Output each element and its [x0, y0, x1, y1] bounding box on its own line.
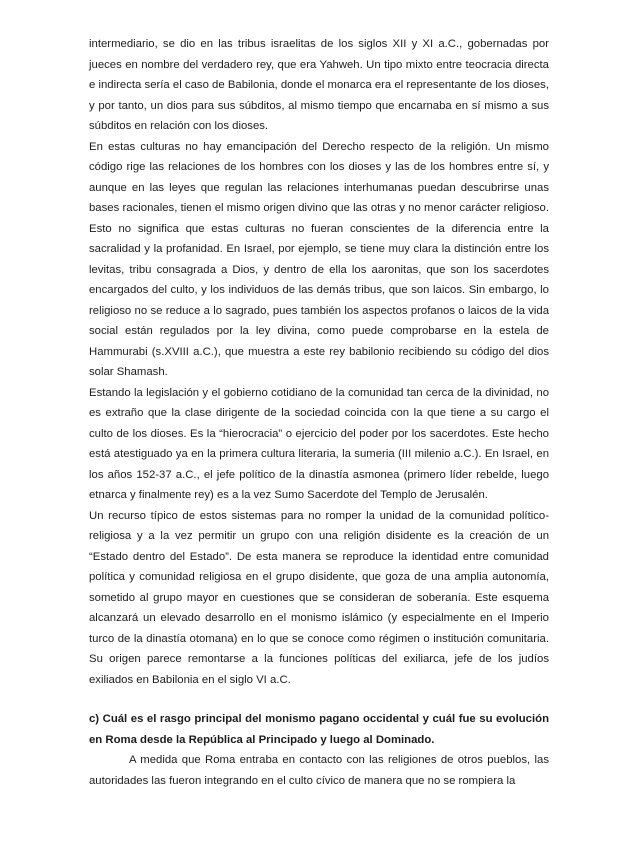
- paragraph-state-within-state: Un recurso típico de estos sistemas para no romper la unidad de la comunidad político-religiosa y a la vez permitir un grupo con una religión disidente es la creación de un “Estado dentro del Estado”. De esta manera se reproduce la identidad entre comunidad política y comunidad religiosa en el grupo disidente, que goza de una amplia autonomía, sometido al grupo mayor en cuestiones que se consideran de soberanía. Este esquema alcanzará un elevado desarrollo en el monismo islámico (y especialmente en el Imperio turco de la dinastía otomana) en lo que se conoce como régimen o institución comunitaria. Su origen parece remontarse a la funciones políticas del exiliarca, jefe de los judíos exiliados en Babilonia en el siglo VI a.C.: [89, 509, 549, 686]
- section-heading-c: c) Cuál es el rasgo principal del monismo pagano occidental y cuál fue su evolución en Roma desde la República al Principado y luego al Dominado.: [89, 713, 549, 746]
- paragraph-law-and-religion: En estas culturas no hay emancipación del Derecho respecto de la religión. Un mismo código rige las relaciones de los hombres con los dioses y las de los hombres entre sí, y aunque en las leyes que regulan las relaciones interhumanas puedan descubrirse unas bases racionales, tienen el mismo origen divino que las otras y no menor carácter religioso. Esto no significa que estas culturas no fueran conscientes de la diferencia entre la sacralidad y la profanidad. En Israel, por ejemplo, se tiene muy clara la distinción entre los levitas, tribu consagrada a Dios, y dentro de ella los aaronitas, que son los sacerdotes encargados del culto, y los individuos de las demás tribus, que son laicos. Sin embargo, lo religioso no se reduce a lo sagrado, pues también los aspectos profanos o laicos de la vida social están regulados por la ley divina, como puede comprobarse en la estela de Hammurabi (s.XVIII a.C.), que muestra a este rey babilonio recibiendo su código del dios solar Shamash.: [89, 140, 549, 378]
- paragraph-rome-intro: A medida que Roma entraba en contacto con las religiones de otros pueblos, las autoridades las fueron integrando en el culto cívico de manera que no se rompiera la: [89, 754, 549, 787]
- paragraph-babylon-theocracy: intermediario, se dio en las tribus israelitas de los siglos XII y XI a.C., gobernadas por jueces en nombre del verdadero rey, que era Yahweh. Un tipo mixto entre teocracia directa e indirecta sería el caso de Babilonia, donde el monarca era el representante de los dioses, y por tanto, un dios para sus súbditos, al mismo tiempo que encarnaba en sí mismo a sus súbditos en relación con los dioses.: [89, 38, 549, 132]
- paragraph-hierocracy: Estando la legislación y el gobierno cotidiano de la comunidad tan cerca de la divinidad, no es extraño que la clase dirigente de la sociedad coincida con la que tiene a su cargo el culto de los dioses. Es la “hierocracia” o ejercicio del poder por los sacerdotes. Este hecho está atestiguado ya en la primera cultura literaria, la sumeria (III milenio a.C.). En Israel, en los años 152-37 a.C., el jefe político de la dinastía asmonea (primero líder rebelde, luego etnarca y finalmente rey) es a la vez Sumo Sacerdote del Templo de Jerusalén.: [89, 386, 549, 501]
- document-page: [89, 34, 549, 791]
